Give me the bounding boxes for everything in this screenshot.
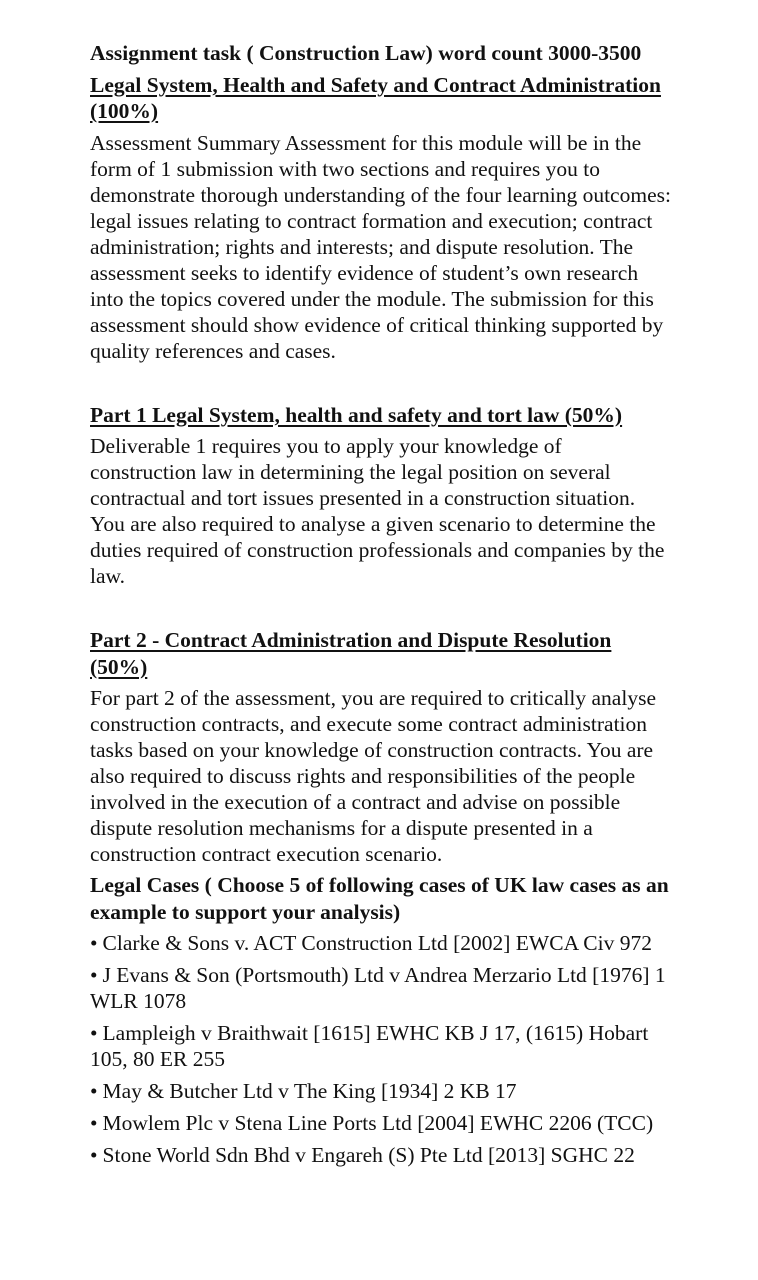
case-citation: J Evans & Son (Portsmouth) Ltd v Andrea Merzario Ltd [1976] 1 WLR 1078	[90, 963, 666, 1013]
bullet-icon: •	[90, 1111, 98, 1135]
part1-heading: Part 1 Legal System, health and safety and tort law (50%)	[90, 402, 623, 427]
list-item	[90, 1078, 672, 1104]
case-citation: Lampleigh v Braithwait [1615] EWHC KB J 17, (1615) Hobart 105, 80 ER 255	[90, 1021, 649, 1071]
case-citation: Mowlem Plc v Stena Line Ports Ltd [2004] EWHC 2206 (TCC)	[102, 1111, 654, 1135]
bullet-icon: •	[90, 1021, 98, 1045]
part2-heading: Part 2 - Contract Administration and Dispute Resolution (50%)	[90, 628, 612, 679]
bullet-icon: •	[90, 1143, 98, 1167]
list-item	[90, 930, 672, 956]
case-citation: May & Butcher Ltd v The King [1934] 2 KB 17	[102, 1079, 517, 1103]
case-citation: Clarke & Sons v. ACT Construction Ltd [2002] EWCA Civ 972	[102, 931, 652, 955]
legal-cases-list	[90, 930, 672, 1168]
list-item	[90, 1110, 672, 1136]
legal-cases-heading: Legal Cases ( Choose 5 of following cases of UK law cases as an example to support your analysis)	[90, 873, 669, 924]
assessment-summary: Assessment Summary Assessment for this module will be in the form of 1 submission with two sections and requires you to demonstrate thorough understanding of the four learning outcomes: legal issues relating to contract formation and execution; contract administration; rights and interests; and dispute resolution. The assessment seeks to identify evidence of student’s own research into the topics covered under the module. The submission for this assessment should show evidence of critical thinking supported by quality references and cases.	[90, 130, 671, 363]
document-title: Assignment task ( Construction Law) word count 3000-3500	[90, 41, 642, 65]
part1-body: Deliverable 1 requires you to apply your knowledge of construction law in determining the legal position on several contractual and tort issues presented in a construction situation. You are also required to analyse a given scenario to determine the duties required of construction professionals and companies by the law.	[90, 434, 665, 588]
bullet-icon: •	[90, 1079, 98, 1103]
document-subtitle: Legal System, Health and Safety and Contract Administration (100%)	[90, 72, 661, 123]
bullet-icon: •	[90, 931, 98, 955]
list-item	[90, 962, 672, 1014]
list-item	[90, 1020, 672, 1072]
part2-body: For part 2 of the assessment, you are required to critically analyse construction contracts, and execute some contract administration tasks based on your knowledge of construction contracts. You are also required to discuss rights and responsibilities of the people involved in the execution of a contract and advise on possible dispute resolution mechanisms for a dispute presented in a construction contract execution scenario.	[90, 686, 656, 866]
list-item	[90, 1142, 672, 1168]
case-citation: Stone World Sdn Bhd v Engareh (S) Pte Ltd [2013] SGHC 22	[102, 1143, 635, 1167]
bullet-icon: •	[90, 963, 98, 987]
